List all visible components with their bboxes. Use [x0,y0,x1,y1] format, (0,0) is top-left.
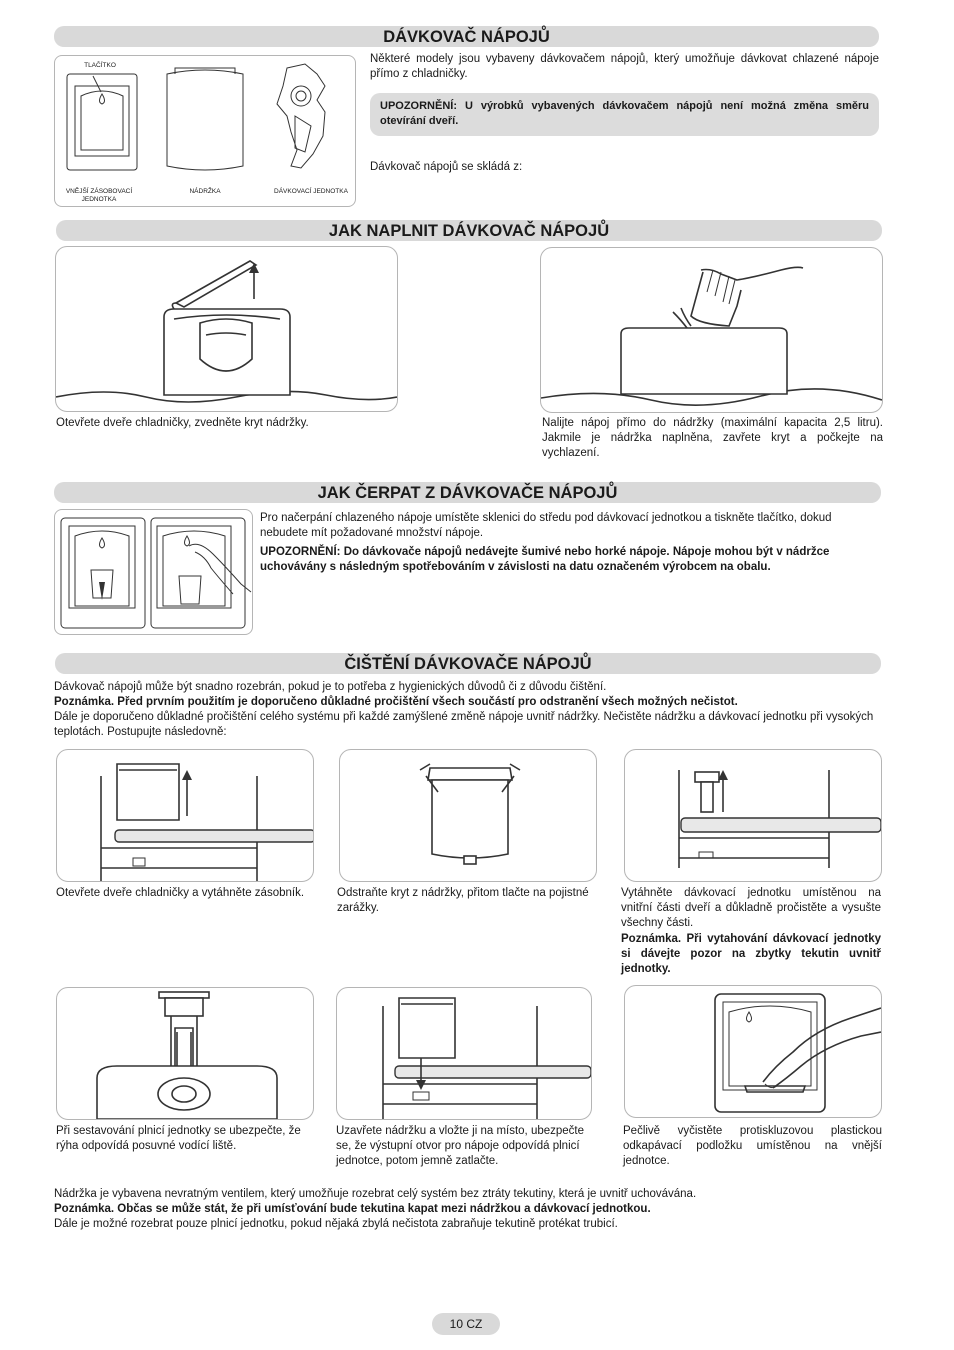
figure-clean-step1 [56,749,314,882]
clean-intro2: Poznámka. Před prvním použitím je doporučeno důkladné pročištění všech součástí pro odstranění všech možných nečistot. [54,696,738,708]
figure-clean-step5 [336,987,592,1120]
dispenser-warning: UPOZORNĚNÍ: U výrobků vybavených dávkovačem nápojů není možná změna směru otevírání dveří. [370,93,879,136]
fill-step2-text: Nalijte nápoj přímo do nádržky (maximální kapacita 2,5 litru). Jakmile je nádržka naplněna, zavřete kryt a počkejte na vychlazení. [542,417,883,459]
clean-step4-text: Při sestavování plnicí jednotky se ubezpečte, že rýha odpovídá posuvné vodící liště. [56,1125,301,1152]
section-title-dispenser: DÁVKOVAČ NÁPOJŮ [54,26,879,47]
section-title-clean: ČIŠTĚNÍ DÁVKOVAČE NÁPOJŮ [55,653,881,674]
section-title-fill: JAK NAPLNIT DÁVKOVAČ NÁPOJŮ [56,220,882,241]
figure-clean-step2 [339,749,597,882]
figure-clean-step4 [56,987,314,1120]
clean-step3-note: Poznámka. Při vytahování dávkovací jednotky si dávejte pozor na zbytky tekutin uvnitř jednotky. [621,933,881,975]
section-title-draw: JAK ČERPAT Z DÁVKOVAČE NÁPOJŮ [54,482,881,503]
clean-step1-text: Otevřete dveře chladničky a vytáhněte zásobník. [56,887,305,899]
figure-fill-pour [540,247,883,413]
clean-step5-text: Uzavřete nádržku a vložte ji na místo, ubezpečte se, že výstupní otvor pro nápoje odpovídá plnicí jednotce, potom jemně zatlačte. [336,1125,585,1167]
clean-step3-text: Vytáhněte dávkovací jednotku umístěnou na vnitřní části dveří a důkladně pročistěte a vysušte všechny části. [621,887,881,929]
figure-clean-step3 [624,749,882,882]
clean-step6-text: Pečlivě vyčistěte protiskluzovou plastickou odkapávací podložku umístěnou na vnější jednotce. [623,1125,882,1167]
clean-outro3: Dále je možné rozebrat pouze plnicí jednotku, pokud nějaká zbylá nečistota zabraňuje tekutině protékat trubicí. [54,1218,618,1230]
figure-draw [54,509,253,635]
figure-fill-open-lid [55,246,398,412]
clean-outro1: Nádržka je vybavena nevratným ventilem, který umožňuje rozebrat celý systém bez ztráty tekutiny, která je uvnitř uchovávána. [54,1188,697,1200]
draw-warning: UPOZORNĚNÍ: Do dávkovače nápojů nedávejte šumivé nebo horké nápoje. Nápoje mohou být v nádržce uchovávány s následným spotřebováním v závislosti na datu označeném výrobcem na obalu. [260,546,830,573]
label-button: TLAČÍTKO [84,62,116,69]
clean-intro1: Dávkovač nápojů může být snadno rozebrán, pokud je to potřeba z hygienických důvodů či z důvodu čištění. [54,681,607,693]
fill-step1-text: Otevřete dveře chladničky, zvedněte kryt nádržky. [56,417,309,429]
clean-intro3: Dále je doporučeno důkladné pročištění celého systému při každé zamýšlené změně nápoje uvnitř nádržky. Nečistěte nádržku a dávkovací jednotku při vysokých teplotách. Postupujte následovně: [54,711,874,738]
clean-step2-text: Odstraňte kryt z nádržky, přitom tlačte na pojistné zarážky. [337,887,589,914]
dispenser-consists-of: Dávkovač nápojů se skládá z: [370,161,523,173]
label-external-unit: VNĚJŠÍ ZÁSOBOVACÍ JEDNOTKA [65,188,133,203]
figure-clean-step6 [624,985,882,1118]
dispenser-intro: Některé modely jsou vybaveny dávkovačem nápojů, který umožňuje dávkovat chlazené nápoje přímo z chladničky. [370,53,879,80]
page-number: 10 CZ [432,1313,500,1335]
label-dispensing-unit: DÁVKOVACÍ JEDNOTKA [274,188,348,195]
draw-text: Pro načerpání chlazeného nápoje umístěte sklenici do středu pod dávkovací jednotkou a tiskněte tlačítko, dokud nebudete mít požadované množství nápoje. [260,512,832,539]
figure-dispenser-parts [54,55,356,207]
label-tank: NÁDRŽKA [189,188,221,195]
clean-outro2: Poznámka. Občas se může stát, že při umísťování bude tekutina kapat mezi nádržkou a dávkovací jednotkou. [54,1203,651,1215]
